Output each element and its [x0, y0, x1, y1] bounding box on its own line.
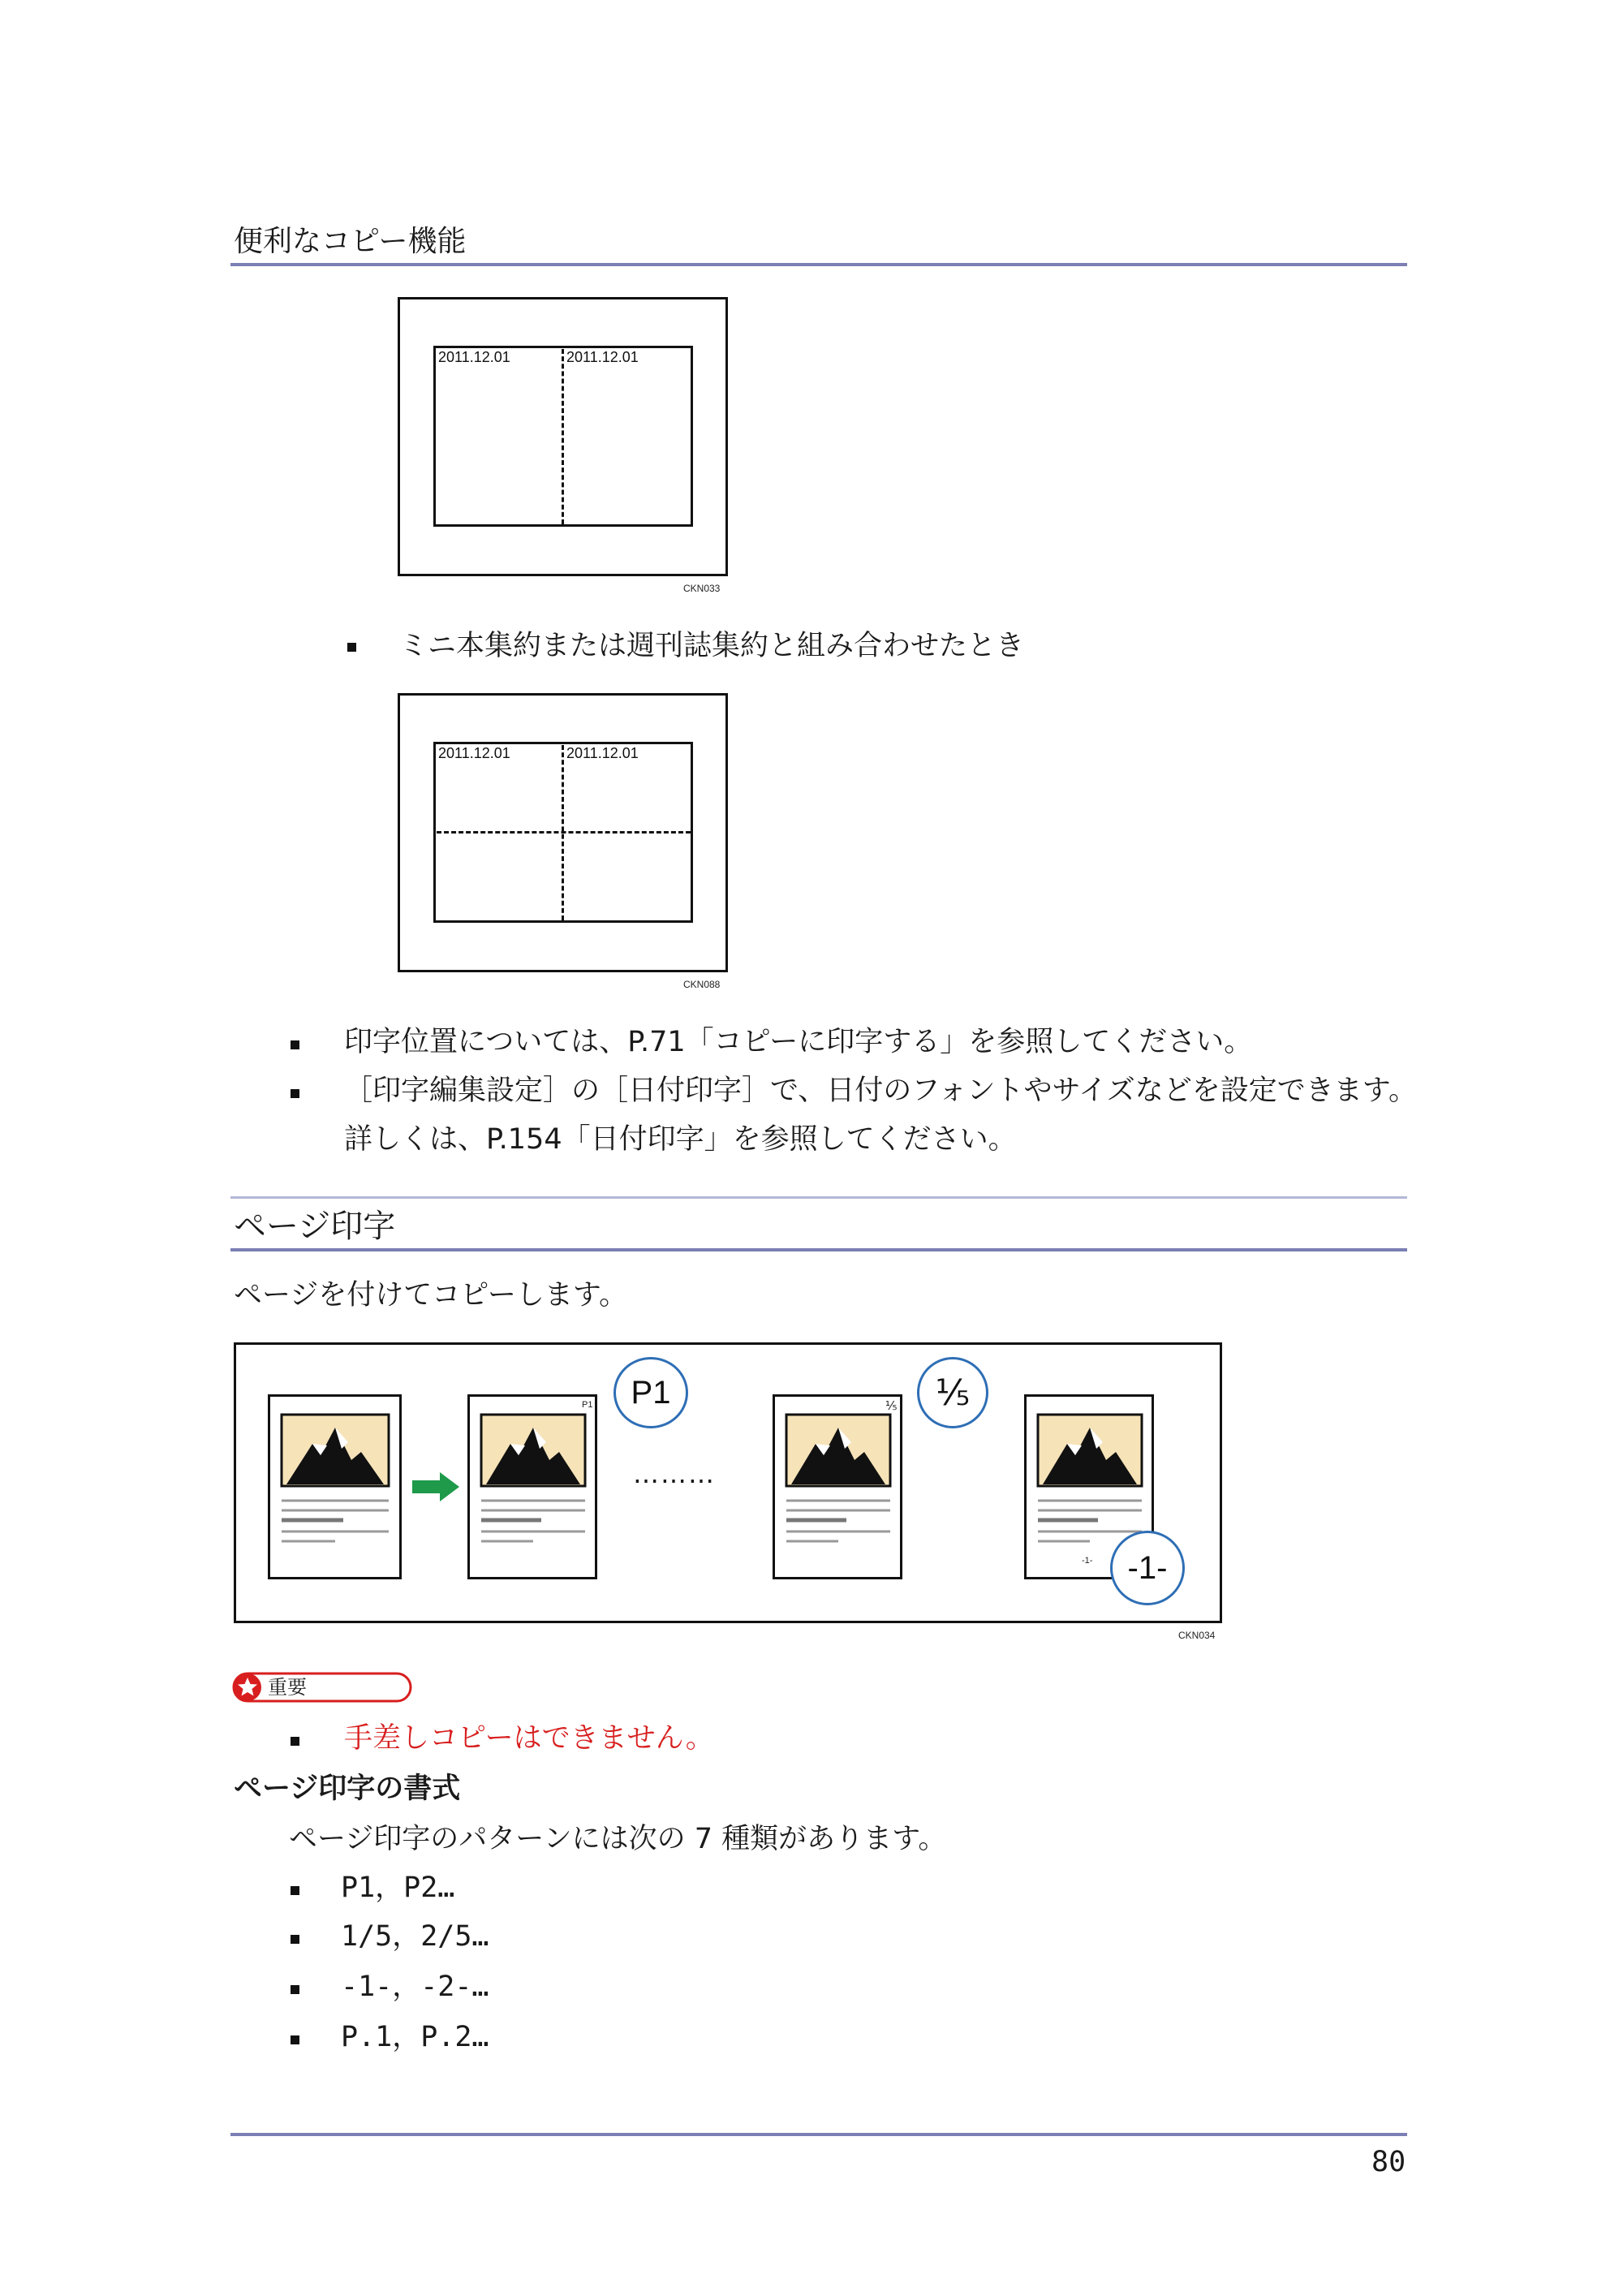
bullet-marker — [347, 643, 356, 652]
callout-bubble-p1: P1 — [613, 1357, 688, 1428]
figure-code: CKN088 — [683, 979, 721, 990]
header-rule — [230, 263, 1407, 266]
section-rule-bottom — [230, 1248, 1407, 1251]
date-stamp-left: 2011.12.01 — [438, 745, 510, 761]
mountain-image-icon — [270, 1397, 399, 1577]
vertical-divider — [562, 349, 564, 524]
callout-bubble-fraction: ⅕ — [917, 1357, 988, 1428]
callout-bubble-dash: -1- — [1110, 1531, 1185, 1605]
format-heading: ページ印字の書式 — [234, 1773, 461, 1805]
bullet-marker — [291, 2035, 299, 2044]
mountain-image-icon — [470, 1397, 595, 1577]
figure-code: CKN033 — [683, 583, 721, 594]
important-badge — [232, 1672, 414, 1703]
bullet-marker — [291, 1985, 299, 1994]
format-item: -1-，-2-… — [341, 1971, 489, 2003]
format-item: P1，P2… — [341, 1872, 455, 1904]
ellipsis-dots: ……… — [633, 1458, 716, 1489]
figure-code: CKN034 — [1178, 1630, 1216, 1641]
section-intro: ページを付けてコピーします。 — [234, 1279, 628, 1312]
footer-rule — [230, 2133, 1407, 2136]
page-number: 80 — [1371, 2146, 1406, 2178]
bullet-marker — [291, 1089, 299, 1098]
format-description: ページ印字のパターンには次の 7 種類があります。 — [289, 1823, 947, 1855]
copy-page-p1 — [467, 1394, 597, 1579]
arrow-right-icon — [412, 1472, 461, 1501]
important-label: 重要 — [268, 1676, 307, 1699]
bullet-text: ミニ本集約または週刊誌集約と組み合わせたとき — [399, 630, 1025, 662]
page-stamp: P1 — [582, 1400, 593, 1410]
star-icon — [232, 1672, 414, 1703]
page-stamp: ⅕ — [885, 1399, 898, 1413]
note-text: ［印字編集設定］の［日付印字］で、日付のフォントやサイズなどを設定できます。 — [344, 1075, 1417, 1107]
original-page — [268, 1394, 402, 1579]
bullet-marker — [291, 1040, 299, 1049]
bullet-marker — [291, 1886, 299, 1895]
note-text: 印字位置については、P.71「コピーに印字する」を参照してください。 — [344, 1026, 1253, 1058]
header-title: 便利なコピー機能 — [234, 225, 467, 258]
date-stamp-right: 2011.12.01 — [566, 745, 639, 761]
date-stamp-left: 2011.12.01 — [438, 349, 510, 365]
format-item: P.1，P.2… — [341, 2021, 489, 2053]
note-text-continued: 詳しくは、P.154「日付印字」を参照してください。 — [344, 1123, 1017, 1156]
bullet-marker — [291, 1737, 299, 1746]
copy-page-fraction — [773, 1394, 902, 1579]
horizontal-divider — [437, 831, 691, 834]
section-rule-top — [230, 1196, 1407, 1199]
bullet-marker — [291, 1935, 299, 1944]
section-title: ページ印字 — [234, 1208, 396, 1245]
important-text: 手差しコピーはできません。 — [344, 1722, 714, 1755]
format-item: 1/5，2/5… — [341, 1920, 489, 1953]
date-stamp-right: 2011.12.01 — [566, 349, 639, 365]
page-stamp: -1- — [1082, 1556, 1093, 1566]
mountain-image-icon — [775, 1397, 900, 1577]
